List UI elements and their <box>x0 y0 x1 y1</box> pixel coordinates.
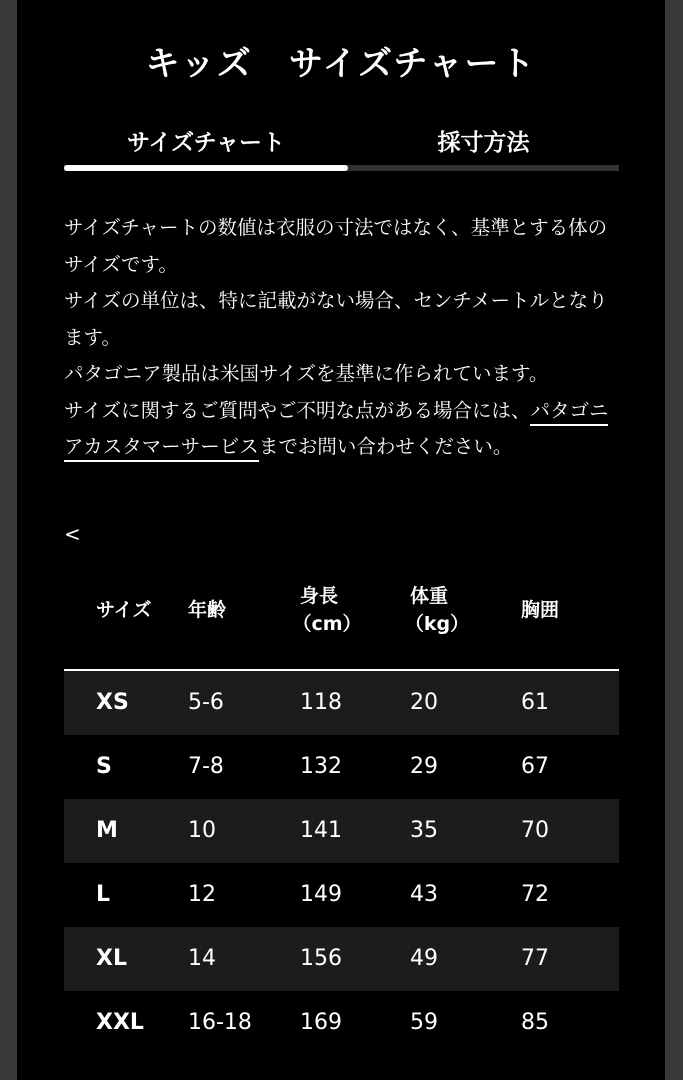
table-header <box>64 576 619 668</box>
cell-size: XS <box>96 690 129 715</box>
table-row <box>64 863 619 927</box>
customer-service-link[interactable]: パタゴニアカスタマーサービス <box>64 399 608 463</box>
cell-size: M <box>96 818 118 843</box>
cell-size: S <box>96 754 112 779</box>
description-paragraph: パタゴニア製品は米国サイズを基準に作られています。 <box>64 362 549 385</box>
cell-age: 14 <box>188 946 216 971</box>
cell-age: 10 <box>188 818 216 843</box>
cell-weight: 49 <box>410 946 438 971</box>
cell-chest: 85 <box>521 1010 549 1035</box>
cell-size: XXL <box>96 1010 144 1035</box>
header-weight-label: 体重 <box>410 585 449 607</box>
tab-indicator-active <box>64 165 348 171</box>
header-weight-unit: （kg） <box>404 613 470 635</box>
cell-height: 149 <box>300 882 342 907</box>
cell-age: 5-6 <box>188 690 224 715</box>
cell-chest: 72 <box>521 882 549 907</box>
header-weight <box>404 582 472 638</box>
cell-age: 16-18 <box>188 1010 252 1035</box>
cell-height: 169 <box>300 1010 342 1035</box>
header-age: 年齢 <box>188 599 227 621</box>
description-paragraph <box>64 393 624 466</box>
tab-measurement-method[interactable]: 採寸方法 <box>437 130 530 156</box>
cell-size: XL <box>96 946 127 971</box>
page-title: キッズ サイズチャート <box>145 44 537 84</box>
cell-height: 141 <box>300 818 342 843</box>
cell-chest: 77 <box>521 946 549 971</box>
table-row <box>64 735 619 799</box>
cell-weight: 59 <box>410 1010 438 1035</box>
description-paragraph: サイズチャートの数値は衣服の寸法ではなく、基準とする体のサイズです。 <box>64 216 608 276</box>
cell-height: 156 <box>300 946 342 971</box>
table-row <box>64 799 619 863</box>
cell-age: 12 <box>188 882 216 907</box>
cell-chest: 67 <box>521 754 549 779</box>
cell-weight: 29 <box>410 754 438 779</box>
header-height-label: 身長 <box>300 585 339 607</box>
description-text: サイズに関するご質問やご不明な点がある場合には、 <box>64 398 531 422</box>
cell-height: 118 <box>300 690 342 715</box>
description-text: までお問い合わせください。 <box>258 435 513 458</box>
scroll-prev-button[interactable]: < <box>64 522 81 546</box>
header-size: サイズ <box>96 599 152 621</box>
description-paragraph: サイズの単位は、特に記載がない場合、センチメートルとなります。 <box>64 289 608 349</box>
cell-age: 7-8 <box>188 754 224 779</box>
cell-size: L <box>96 882 111 907</box>
cell-chest: 61 <box>521 690 549 715</box>
header-height <box>292 582 362 638</box>
cell-weight: 35 <box>410 818 438 843</box>
table-row <box>64 991 619 1055</box>
size-chart-panel <box>17 0 665 1080</box>
cell-chest: 70 <box>521 818 549 843</box>
cell-height: 132 <box>300 754 342 779</box>
description <box>64 210 624 466</box>
cell-weight: 20 <box>410 690 438 715</box>
table-row <box>64 927 619 991</box>
table-body <box>64 671 619 1055</box>
tab-size-chart[interactable]: サイズチャート <box>126 130 285 156</box>
header-chest: 胸囲 <box>521 599 560 621</box>
header-height-unit: （cm） <box>292 613 362 635</box>
tab-indicator-track <box>64 165 619 171</box>
cell-weight: 43 <box>410 882 438 907</box>
table-row <box>64 671 619 735</box>
